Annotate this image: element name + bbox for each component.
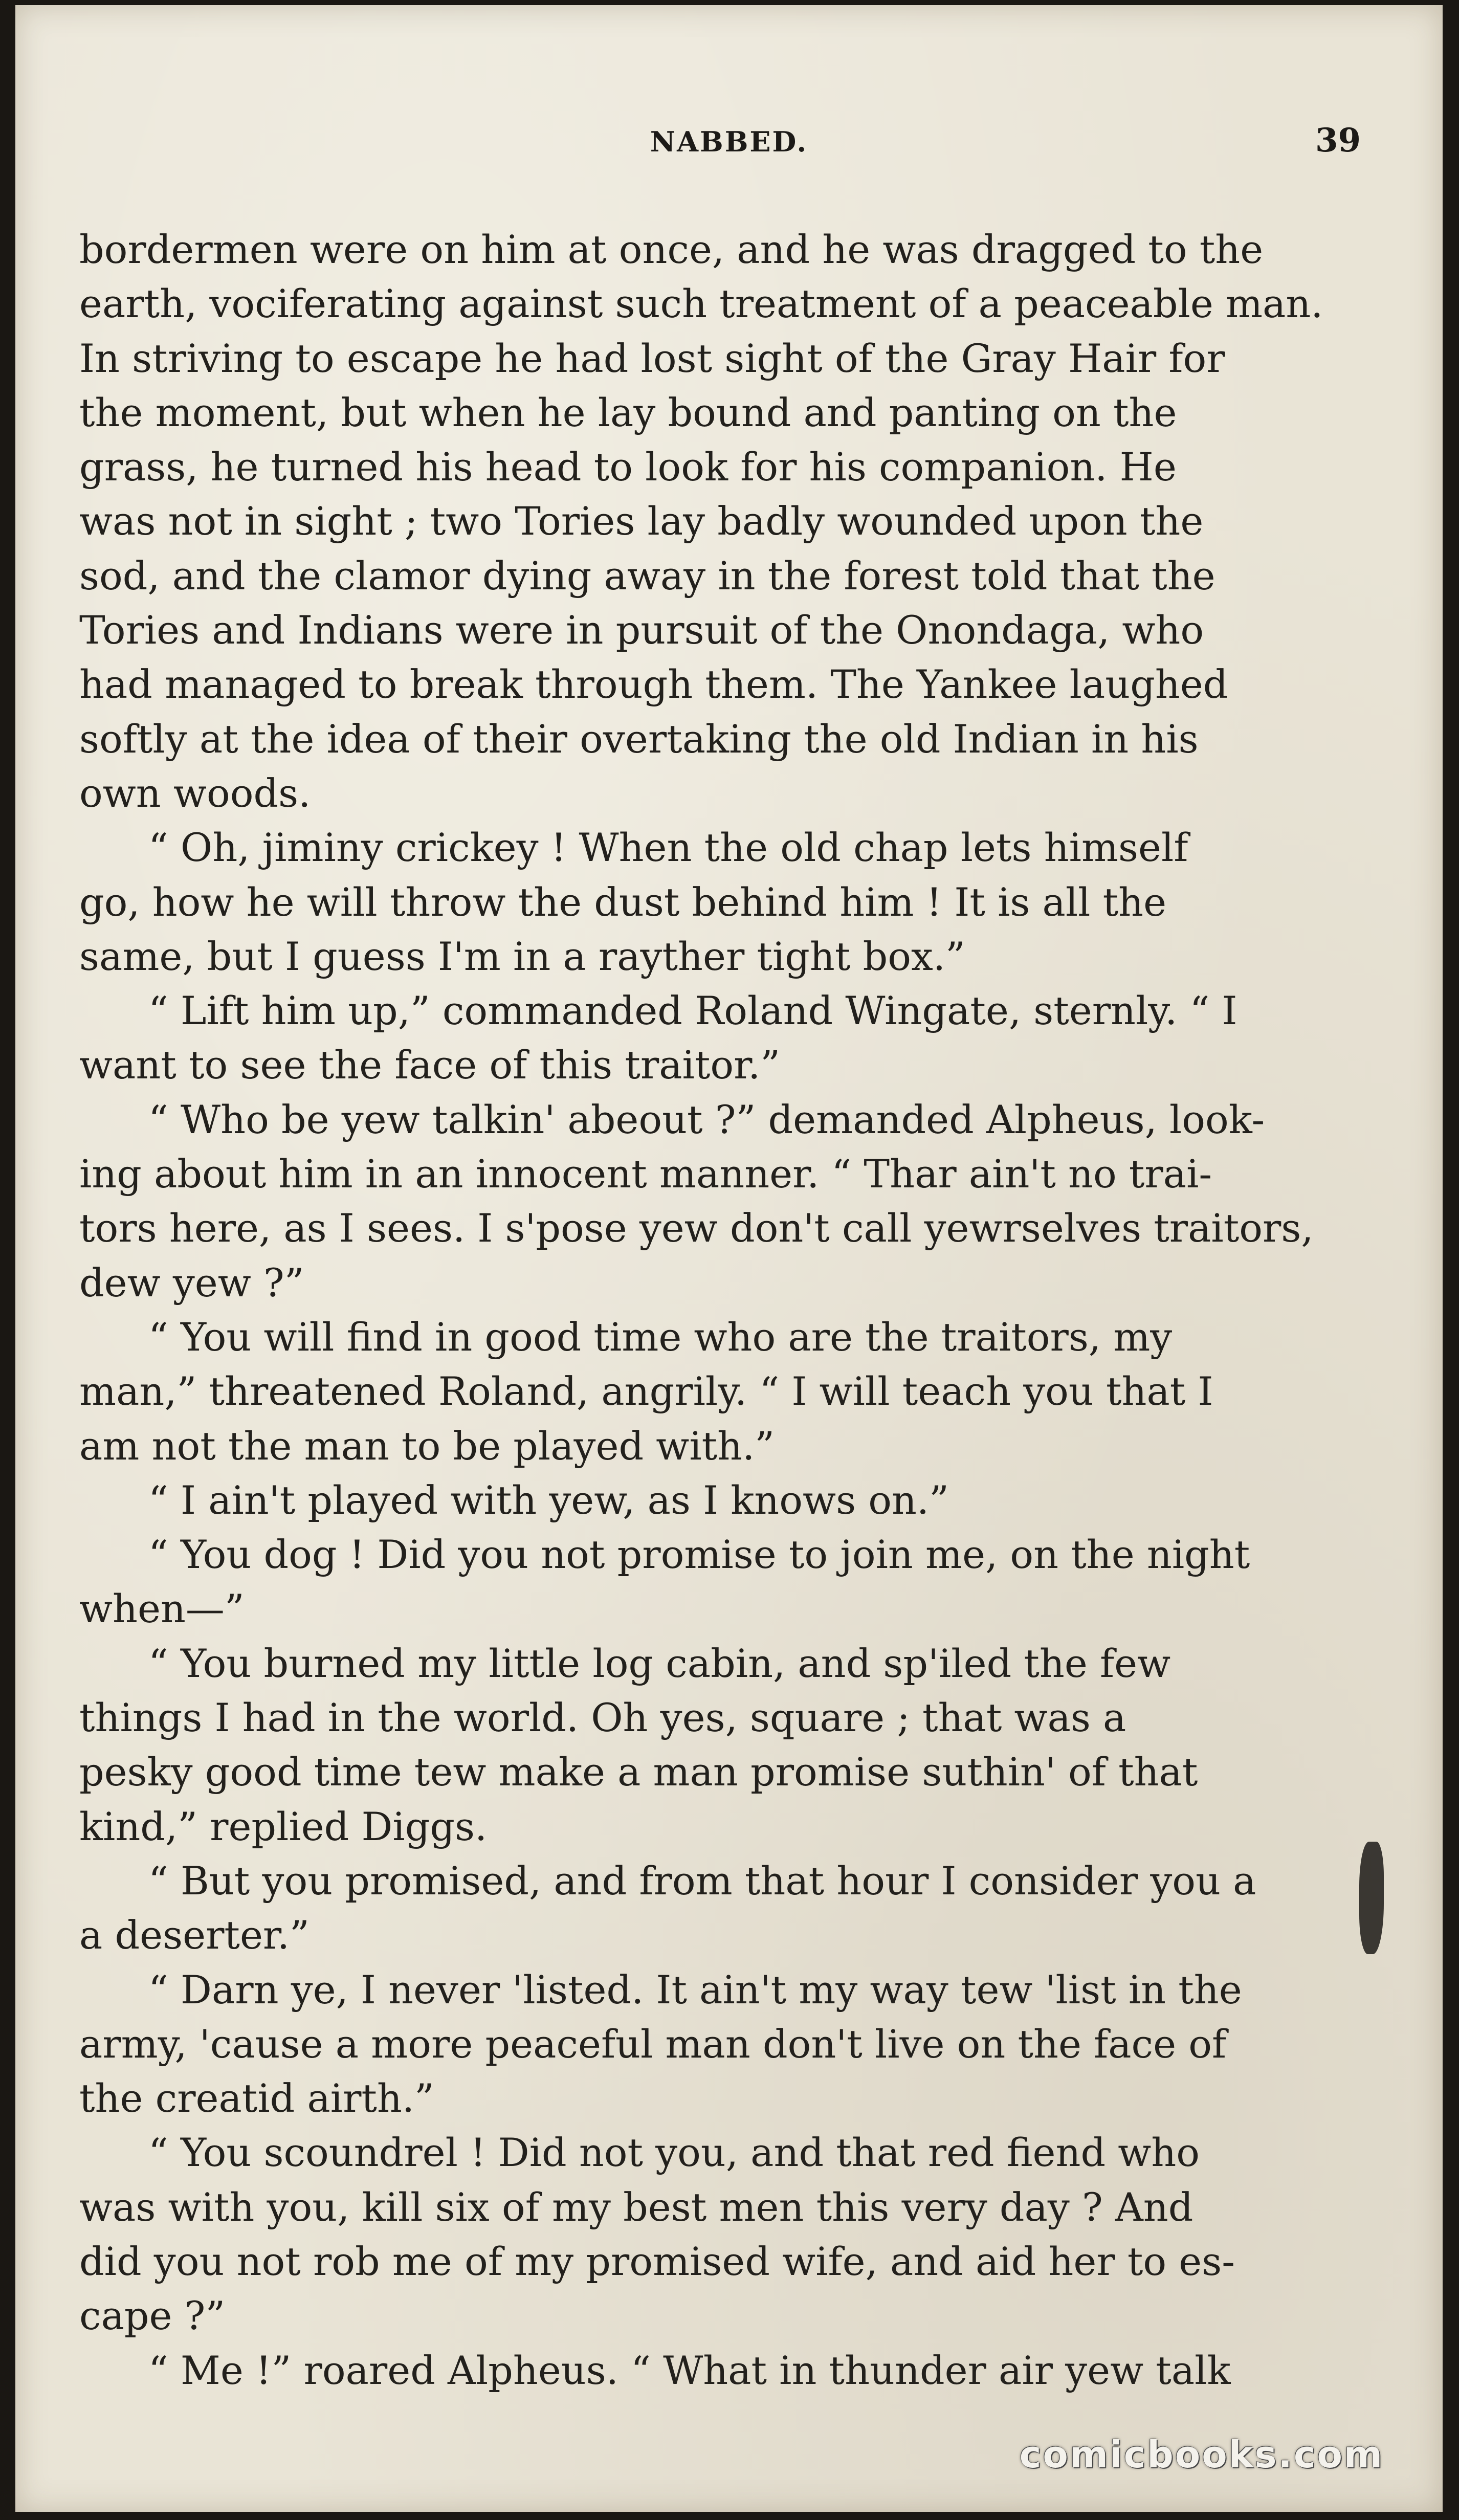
text-line: In striving to escape he had lost sight of the Gray Hair for — [79, 335, 1225, 381]
book-page — [15, 5, 1443, 2512]
watermark: comicbooks.com — [1019, 2433, 1384, 2476]
text-line: “ I ain't played with yew, as I knows on.” — [148, 1477, 949, 1523]
text-line: a deserter.” — [79, 1912, 310, 1958]
text-line: tors here, as I sees. I s'pose yew don't call yewrselves traitors, — [79, 1205, 1314, 1251]
text-line: “ You will find in good time who are the traitors, my — [148, 1314, 1173, 1360]
text-line: when—” — [79, 1586, 245, 1632]
text-line: “ But you promised, and from that hour I consider you a — [148, 1858, 1256, 1904]
text-line: “ Oh, jiminy crickey ! When the old chap lets himself — [148, 825, 1188, 871]
text-line: want to see the face of this traitor.” — [79, 1042, 781, 1088]
body-text — [79, 223, 1374, 2398]
text-line: grass, he turned his head to look for his companion. He — [79, 444, 1177, 490]
text-line: the moment, but when he lay bound and panting on the — [79, 389, 1177, 435]
text-line: bordermen were on him at once, and he was dragged to the — [79, 227, 1264, 272]
text-line: kind,” replied Diggs. — [79, 1803, 488, 1849]
text-line: man,” threatened Roland, angrily. “ I will teach you that I — [79, 1368, 1213, 1414]
page-number: 39 — [1315, 121, 1361, 160]
text-line: “ Who be yew talkin' abeout ?” demanded Alpheus, look- — [148, 1096, 1265, 1142]
text-line: the creatid airth.” — [79, 2075, 434, 2121]
text-line: “ Me !” roared Alpheus. “ What in thunder air yew talk — [148, 2347, 1231, 2393]
text-line: “ You dog ! Did you not promise to join me, on the night — [148, 1532, 1250, 1578]
text-line: cape ?” — [79, 2293, 226, 2339]
text-line: army, 'cause a more peaceful man don't live on the face of — [79, 2021, 1227, 2067]
text-line: earth, vociferating against such treatment of a peaceable man. — [79, 281, 1323, 327]
text-line: ing about him in an innocent manner. “ Thar ain't no trai- — [79, 1151, 1212, 1197]
text-line: same, but I guess I'm in a rayther tight box.” — [79, 933, 965, 979]
ink-blot — [1359, 1842, 1384, 1954]
text-line: “ Darn ye, I never 'listed. It ain't my way tew 'list in the — [148, 1966, 1242, 2013]
text-line: was with you, kill six of my best men this very day ? And — [79, 2184, 1193, 2230]
text-line: “ Lift him up,” commanded Roland Wingate, sternly. “ I — [148, 988, 1237, 1034]
text-line: did you not rob me of my promised wife, and aid her to es- — [79, 2238, 1235, 2284]
text-line: things I had in the world. Oh yes, square ; that was a — [79, 1695, 1126, 1741]
text-line: pesky good time tew make a man promise suthin' of that — [79, 1749, 1198, 1795]
running-head — [15, 121, 1443, 166]
text-line: sod, and the clamor dying away in the forest told that the — [79, 552, 1215, 599]
text-line: dew yew ?” — [79, 1259, 304, 1306]
text-line: Tories and Indians were in pursuit of the Onondaga, who — [79, 607, 1204, 653]
text-line: “ You burned my little log cabin, and sp'iled the few — [148, 1640, 1171, 1686]
text-line: am not the man to be played with.” — [79, 1423, 775, 1469]
text-line: own woods. — [79, 770, 311, 816]
text-line: had managed to break through them. The Yankee laughed — [79, 661, 1228, 708]
text-line: was not in sight ; two Tories lay badly wounded upon the — [79, 498, 1204, 544]
text-line: go, how he will throw the dust behind him ! It is all the — [79, 879, 1167, 925]
text-line: softly at the idea of their overtaking the old Indian in his — [79, 716, 1199, 762]
text-line: “ You scoundrel ! Did not you, and that red fiend who — [148, 2130, 1200, 2176]
chapter-title: NABBED. — [650, 125, 808, 158]
